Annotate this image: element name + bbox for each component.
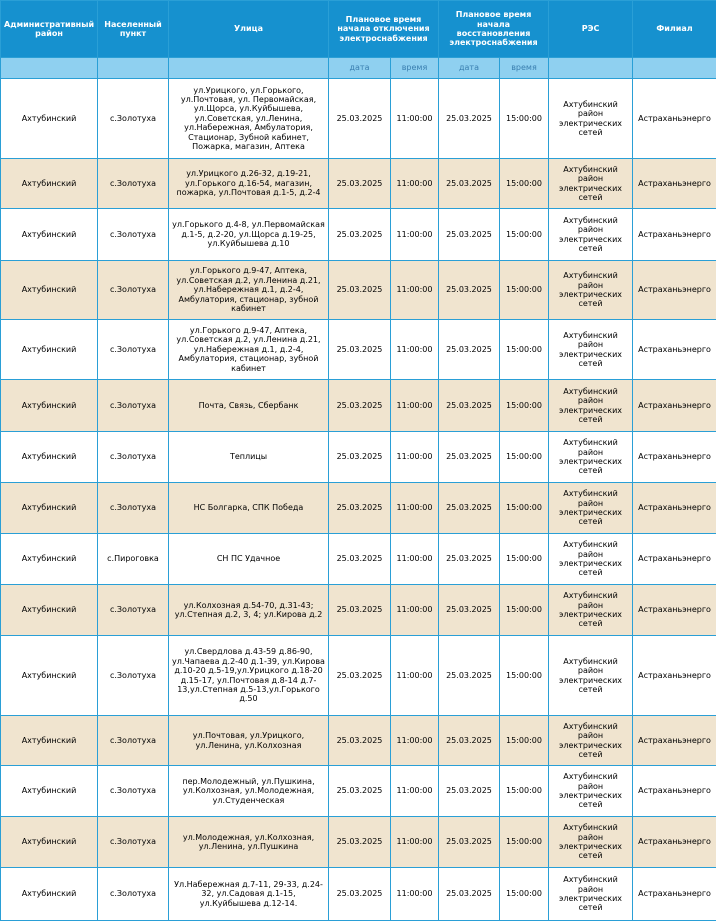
- cell-settlement: с.Золотуха: [98, 320, 169, 380]
- cell-branch: Астраханьэнерго: [633, 380, 716, 432]
- cell-res: Ахтубинский район электрических сетей: [549, 79, 633, 159]
- cell-off-time: 11:00:00: [391, 585, 439, 636]
- subheader-row: [1, 58, 716, 79]
- cell-on-time: 15:00:00: [500, 585, 549, 636]
- cell-off-date: 25.03.2025: [329, 432, 391, 483]
- cell-on-time: 15:00:00: [500, 534, 549, 585]
- table-row: [1, 585, 716, 636]
- cell-street: пер.Молодежный, ул.Пушкина, ул.Колхозная, ул.Молодежная, ул.Студенческая: [169, 766, 329, 817]
- cell-settlement: с.Золотуха: [98, 766, 169, 817]
- cell-on-date: 25.03.2025: [439, 585, 500, 636]
- cell-on-time: 15:00:00: [500, 209, 549, 261]
- col-street-header: Улица: [169, 1, 329, 58]
- cell-on-date: 25.03.2025: [439, 320, 500, 380]
- cell-settlement: с.Золотуха: [98, 716, 169, 766]
- cell-off-time: 11:00:00: [391, 766, 439, 817]
- cell-on-time: 15:00:00: [500, 79, 549, 159]
- table-row: [1, 209, 716, 261]
- cell-on-date: 25.03.2025: [439, 534, 500, 585]
- cell-off-time: 11:00:00: [391, 534, 439, 585]
- cell-on-date: 25.03.2025: [439, 766, 500, 817]
- table-row: [1, 320, 716, 380]
- cell-branch: Астраханьэнерго: [633, 868, 716, 921]
- col-district-header: Административный район: [1, 1, 98, 58]
- cell-branch: Астраханьэнерго: [633, 483, 716, 534]
- cell-off-time: 11:00:00: [391, 209, 439, 261]
- cell-off-date: 25.03.2025: [329, 716, 391, 766]
- subheader-off-time: время: [391, 58, 439, 79]
- cell-branch: Астраханьэнерго: [633, 585, 716, 636]
- subheader-empty: [169, 58, 329, 79]
- table-row: [1, 817, 716, 868]
- cell-off-date: 25.03.2025: [329, 159, 391, 209]
- cell-settlement: с.Золотуха: [98, 209, 169, 261]
- cell-district: Ахтубинский: [1, 79, 98, 159]
- cell-on-date: 25.03.2025: [439, 636, 500, 716]
- cell-district: Ахтубинский: [1, 432, 98, 483]
- cell-off-date: 25.03.2025: [329, 483, 391, 534]
- cell-on-time: 15:00:00: [500, 159, 549, 209]
- cell-on-time: 15:00:00: [500, 817, 549, 868]
- cell-off-time: 11:00:00: [391, 79, 439, 159]
- cell-res: Ахтубинский район электрических сетей: [549, 534, 633, 585]
- col-off-time-header: Плановое время начала отключения электроснабжения: [329, 1, 439, 58]
- cell-res: Ахтубинский район электрических сетей: [549, 636, 633, 716]
- cell-street: ул.Урицкого д.26-32, д.19-21, ул.Горького д.16-54, магазин, пожарка, ул.Почтовая д.1-5, д.2-4: [169, 159, 329, 209]
- subheader-on-date: дата: [439, 58, 500, 79]
- cell-off-time: 11:00:00: [391, 868, 439, 921]
- cell-res: Ахтубинский район электрических сетей: [549, 483, 633, 534]
- table-row: [1, 636, 716, 716]
- cell-off-date: 25.03.2025: [329, 636, 391, 716]
- cell-street: ул.Колхозная д.54-70, д.31-43; ул.Степная д.2, 3, 4; ул.Кирова д.2: [169, 585, 329, 636]
- cell-res: Ахтубинский район электрических сетей: [549, 261, 633, 320]
- cell-district: Ахтубинский: [1, 483, 98, 534]
- subheader-empty: [549, 58, 633, 79]
- table-row: [1, 534, 716, 585]
- subheader-empty: [98, 58, 169, 79]
- cell-on-date: 25.03.2025: [439, 483, 500, 534]
- cell-district: Ахтубинский: [1, 766, 98, 817]
- cell-on-time: 15:00:00: [500, 636, 549, 716]
- subheader-off-date: дата: [329, 58, 391, 79]
- cell-off-time: 11:00:00: [391, 261, 439, 320]
- cell-off-date: 25.03.2025: [329, 79, 391, 159]
- cell-off-time: 11:00:00: [391, 159, 439, 209]
- subheader-on-time: время: [500, 58, 549, 79]
- cell-district: Ахтубинский: [1, 716, 98, 766]
- cell-on-date: 25.03.2025: [439, 209, 500, 261]
- cell-off-date: 25.03.2025: [329, 817, 391, 868]
- cell-on-date: 25.03.2025: [439, 261, 500, 320]
- cell-branch: Астраханьэнерго: [633, 320, 716, 380]
- header-row: [1, 1, 716, 58]
- cell-district: Ахтубинский: [1, 380, 98, 432]
- subheader-empty: [633, 58, 716, 79]
- cell-on-time: 15:00:00: [500, 320, 549, 380]
- cell-res: Ахтубинский район электрических сетей: [549, 868, 633, 921]
- cell-street: НС Болгарка, СПК Победа: [169, 483, 329, 534]
- cell-off-date: 25.03.2025: [329, 380, 391, 432]
- cell-on-date: 25.03.2025: [439, 432, 500, 483]
- table-body: [1, 79, 716, 921]
- cell-off-time: 11:00:00: [391, 380, 439, 432]
- cell-on-date: 25.03.2025: [439, 868, 500, 921]
- cell-off-time: 11:00:00: [391, 320, 439, 380]
- cell-branch: Астраханьэнерго: [633, 636, 716, 716]
- cell-off-time: 11:00:00: [391, 636, 439, 716]
- cell-branch: Астраханьэнерго: [633, 766, 716, 817]
- cell-branch: Астраханьэнерго: [633, 261, 716, 320]
- cell-res: Ахтубинский район электрических сетей: [549, 380, 633, 432]
- subheader-empty: [1, 58, 98, 79]
- col-restore-time-header: Плановое время начала восстановления электроснабжения: [439, 1, 549, 58]
- cell-on-time: 15:00:00: [500, 380, 549, 432]
- cell-on-time: 15:00:00: [500, 766, 549, 817]
- cell-off-date: 25.03.2025: [329, 534, 391, 585]
- cell-district: Ахтубинский: [1, 261, 98, 320]
- cell-off-date: 25.03.2025: [329, 766, 391, 817]
- cell-on-time: 15:00:00: [500, 432, 549, 483]
- table-row: [1, 868, 716, 921]
- cell-off-time: 11:00:00: [391, 432, 439, 483]
- cell-res: Ахтубинский район электрических сетей: [549, 432, 633, 483]
- table-row: [1, 159, 716, 209]
- cell-street: ул.Свердлова д.43-59 д.86-90, ул.Чапаева д.2-40 д.1-39, ул.Кирова д.10-20 д.5-19,ул.Урицкого д.18-20 д.15-17, ул.Почтовая д.8-14 д.7-13,ул.Степная д.5-13,ул.Горького д.50: [169, 636, 329, 716]
- cell-on-date: 25.03.2025: [439, 817, 500, 868]
- cell-settlement: с.Золотуха: [98, 868, 169, 921]
- cell-settlement: с.Золотуха: [98, 380, 169, 432]
- cell-street: Почта, Связь, Сбербанк: [169, 380, 329, 432]
- cell-settlement: с.Золотуха: [98, 585, 169, 636]
- table-row: [1, 766, 716, 817]
- table-row: [1, 716, 716, 766]
- cell-on-date: 25.03.2025: [439, 716, 500, 766]
- cell-branch: Астраханьэнерго: [633, 534, 716, 585]
- col-branch-header: Филиал: [633, 1, 716, 58]
- col-res-header: РЭС: [549, 1, 633, 58]
- cell-street: ул.Молодежная, ул.Колхозная, ул.Ленина, ул.Пушкина: [169, 817, 329, 868]
- cell-branch: Астраханьэнерго: [633, 432, 716, 483]
- col-settlement-header: Населенный пункт: [98, 1, 169, 58]
- cell-res: Ахтубинский район электрических сетей: [549, 716, 633, 766]
- cell-on-time: 15:00:00: [500, 868, 549, 921]
- cell-res: Ахтубинский район электрических сетей: [549, 766, 633, 817]
- cell-res: Ахтубинский район электрических сетей: [549, 817, 633, 868]
- cell-street: ул.Урицкого, ул.Горького, ул.Почтовая, ул. Первомайская, ул.Щорса, ул.Куйбышева, ул.Советская, ул.Ленина, ул.Набережная, Амбулатория, Стационар, Зубной кабинет, Пожарка, магазин, Аптека: [169, 79, 329, 159]
- cell-district: Ахтубинский: [1, 636, 98, 716]
- cell-settlement: с.Пироговка: [98, 534, 169, 585]
- table-row: [1, 483, 716, 534]
- cell-res: Ахтубинский район электрических сетей: [549, 209, 633, 261]
- cell-district: Ахтубинский: [1, 868, 98, 921]
- cell-on-time: 15:00:00: [500, 716, 549, 766]
- cell-off-date: 25.03.2025: [329, 261, 391, 320]
- table-row: [1, 380, 716, 432]
- table-row: [1, 432, 716, 483]
- cell-settlement: с.Золотуха: [98, 79, 169, 159]
- cell-branch: Астраханьэнерго: [633, 159, 716, 209]
- cell-on-time: 15:00:00: [500, 483, 549, 534]
- cell-on-date: 25.03.2025: [439, 79, 500, 159]
- cell-street: ул.Горького д.4-8, ул.Первомайская д.1-5, д.2-20, ул.Щорса д.19-25, ул.Куйбышева д.10: [169, 209, 329, 261]
- cell-off-time: 11:00:00: [391, 483, 439, 534]
- cell-settlement: с.Золотуха: [98, 261, 169, 320]
- cell-district: Ахтубинский: [1, 817, 98, 868]
- cell-off-date: 25.03.2025: [329, 585, 391, 636]
- table-row: [1, 79, 716, 159]
- cell-on-time: 15:00:00: [500, 261, 549, 320]
- cell-res: Ахтубинский район электрических сетей: [549, 320, 633, 380]
- cell-district: Ахтубинский: [1, 320, 98, 380]
- cell-branch: Астраханьэнерго: [633, 716, 716, 766]
- cell-street: Теплицы: [169, 432, 329, 483]
- cell-settlement: с.Золотуха: [98, 432, 169, 483]
- cell-off-time: 11:00:00: [391, 716, 439, 766]
- cell-street: СН ПС Удачное: [169, 534, 329, 585]
- cell-off-date: 25.03.2025: [329, 320, 391, 380]
- table-row: [1, 261, 716, 320]
- cell-settlement: с.Золотуха: [98, 483, 169, 534]
- cell-district: Ахтубинский: [1, 585, 98, 636]
- cell-street: Ул.Набережная д.7-11, 29-33, д.24-32, ул.Садовая д.1-15, ул.Куйбышева д.12-14.: [169, 868, 329, 921]
- cell-district: Ахтубинский: [1, 209, 98, 261]
- cell-street: ул.Горького д.9-47, Аптека, ул.Советская д.2, ул.Ленина д.21, ул.Набережная д.1, д.2-4, Амбулатория, стационар, зубной кабинет: [169, 261, 329, 320]
- cell-settlement: с.Золотуха: [98, 636, 169, 716]
- cell-branch: Астраханьэнерго: [633, 79, 716, 159]
- cell-on-date: 25.03.2025: [439, 159, 500, 209]
- cell-district: Ахтубинский: [1, 534, 98, 585]
- cell-off-date: 25.03.2025: [329, 209, 391, 261]
- cell-branch: Астраханьэнерго: [633, 209, 716, 261]
- cell-branch: Астраханьэнерго: [633, 817, 716, 868]
- cell-settlement: с.Золотуха: [98, 159, 169, 209]
- cell-street: ул.Горького д.9-47, Аптека, ул.Советская д.2, ул.Ленина д.21, ул.Набережная д.1, д.2-4, Амбулатория, стационар, зубной кабинет: [169, 320, 329, 380]
- cell-district: Ахтубинский: [1, 159, 98, 209]
- cell-street: ул.Почтовая, ул.Урицкого, ул.Ленина, ул.Колхозная: [169, 716, 329, 766]
- cell-settlement: с.Золотуха: [98, 817, 169, 868]
- cell-res: Ахтубинский район электрических сетей: [549, 585, 633, 636]
- cell-off-time: 11:00:00: [391, 817, 439, 868]
- cell-off-date: 25.03.2025: [329, 868, 391, 921]
- cell-res: Ахтубинский район электрических сетей: [549, 159, 633, 209]
- cell-on-date: 25.03.2025: [439, 380, 500, 432]
